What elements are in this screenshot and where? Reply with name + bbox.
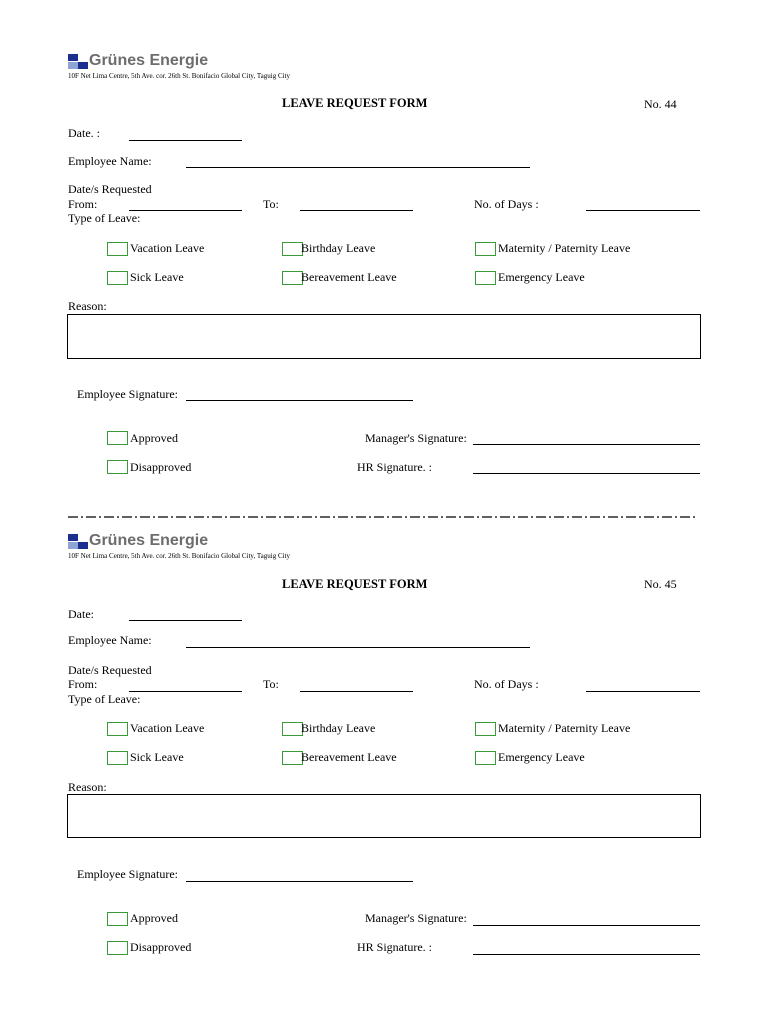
dates-requested-label: Date/s Requested <box>68 663 152 677</box>
company-name: Grünes Energie <box>89 532 209 549</box>
reason-field[interactable] <box>67 314 701 359</box>
maternity-paternity-leave-checkbox[interactable] <box>475 242 496 256</box>
reason-field[interactable] <box>67 794 701 838</box>
bereavement-leave-label: Bereavement Leave <box>301 750 397 764</box>
managers-signature-field[interactable] <box>473 925 700 926</box>
company-address: 10F Net Lima Centre, 5th Ave. cor. 26th St. Bonifacio Global City, Taguig City <box>68 72 290 80</box>
leave-request-form-45 <box>0 480 768 954</box>
date-field[interactable] <box>129 140 242 141</box>
hr-signature-field[interactable] <box>473 954 700 955</box>
from-label: From: <box>68 197 98 211</box>
to-date-field[interactable] <box>300 210 413 211</box>
maternity-paternity-leave-label: Maternity / Paternity Leave <box>498 241 631 255</box>
disapproved-checkbox[interactable] <box>107 460 128 474</box>
dates-requested-label: Date/s Requested <box>68 182 152 196</box>
reason-label: Reason: <box>68 780 107 794</box>
birthday-leave-label: Birthday Leave <box>301 721 376 735</box>
employee-signature-label: Employee Signature: <box>77 867 178 881</box>
birthday-leave-label: Birthday Leave <box>301 241 376 255</box>
managers-signature-label: Manager's Signature: <box>365 431 467 445</box>
maternity-paternity-leave-label: Maternity / Paternity Leave <box>498 721 631 735</box>
approved-label: Approved <box>130 911 178 925</box>
employee-name-field[interactable] <box>186 167 530 168</box>
leave-request-form-44 <box>0 0 768 474</box>
form-number: No. 44 <box>644 97 677 111</box>
approved-checkbox[interactable] <box>107 431 128 445</box>
form-title: LEAVE REQUEST FORM <box>282 577 428 591</box>
vacation-leave-checkbox[interactable] <box>107 722 128 736</box>
managers-signature-field[interactable] <box>473 444 700 445</box>
company-address: 10F Net Lima Centre, 5th Ave. cor. 26th St. Bonifacio Global City, Taguig City <box>68 552 290 560</box>
maternity-paternity-leave-checkbox[interactable] <box>475 722 496 736</box>
to-date-field[interactable] <box>300 691 413 692</box>
employee-signature-field[interactable] <box>186 881 413 882</box>
from-date-field[interactable] <box>129 691 242 692</box>
bereavement-leave-checkbox[interactable] <box>282 751 303 765</box>
from-label: From: <box>68 677 98 691</box>
approved-label: Approved <box>130 431 178 445</box>
form-title: LEAVE REQUEST FORM <box>282 96 428 110</box>
no-of-days-field[interactable] <box>586 210 700 211</box>
approved-checkbox[interactable] <box>107 912 128 926</box>
sick-leave-checkbox[interactable] <box>107 751 128 765</box>
company-name: Grünes Energie <box>89 52 209 69</box>
disapproved-label: Disapproved <box>130 460 192 474</box>
bereavement-leave-checkbox[interactable] <box>282 271 303 285</box>
disapproved-label: Disapproved <box>130 940 192 954</box>
emergency-leave-checkbox[interactable] <box>475 751 496 765</box>
employee-signature-label: Employee Signature: <box>77 387 178 401</box>
date-label: Date: <box>68 607 94 621</box>
hr-signature-field[interactable] <box>473 473 700 474</box>
company-logo-icon <box>68 534 88 549</box>
type-of-leave-label: Type of Leave: <box>68 692 141 706</box>
company-logo-icon <box>68 54 88 69</box>
no-of-days-field[interactable] <box>586 691 700 692</box>
emergency-leave-checkbox[interactable] <box>475 271 496 285</box>
vacation-leave-label: Vacation Leave <box>130 241 205 255</box>
employee-name-field[interactable] <box>186 647 530 648</box>
reason-label: Reason: <box>68 299 107 313</box>
emergency-leave-label: Emergency Leave <box>498 270 585 284</box>
type-of-leave-label: Type of Leave: <box>68 211 141 225</box>
birthday-leave-checkbox[interactable] <box>282 242 303 256</box>
sick-leave-label: Sick Leave <box>130 750 184 764</box>
hr-signature-label: HR Signature. : <box>357 940 432 954</box>
from-date-field[interactable] <box>129 210 242 211</box>
disapproved-checkbox[interactable] <box>107 941 128 955</box>
vacation-leave-label: Vacation Leave <box>130 721 205 735</box>
no-of-days-label: No. of Days : <box>474 677 539 691</box>
employee-signature-field[interactable] <box>186 400 413 401</box>
employee-name-label: Employee Name: <box>68 154 152 168</box>
vacation-leave-checkbox[interactable] <box>107 242 128 256</box>
sick-leave-checkbox[interactable] <box>107 271 128 285</box>
birthday-leave-checkbox[interactable] <box>282 722 303 736</box>
to-label: To: <box>263 677 279 691</box>
to-label: To: <box>263 197 279 211</box>
form-number: No. 45 <box>644 577 677 591</box>
sick-leave-label: Sick Leave <box>130 270 184 284</box>
date-label: Date. : <box>68 126 100 140</box>
no-of-days-label: No. of Days : <box>474 197 539 211</box>
date-field[interactable] <box>129 620 242 621</box>
hr-signature-label: HR Signature. : <box>357 460 432 474</box>
bereavement-leave-label: Bereavement Leave <box>301 270 397 284</box>
managers-signature-label: Manager's Signature: <box>365 911 467 925</box>
emergency-leave-label: Emergency Leave <box>498 750 585 764</box>
employee-name-label: Employee Name: <box>68 633 152 647</box>
